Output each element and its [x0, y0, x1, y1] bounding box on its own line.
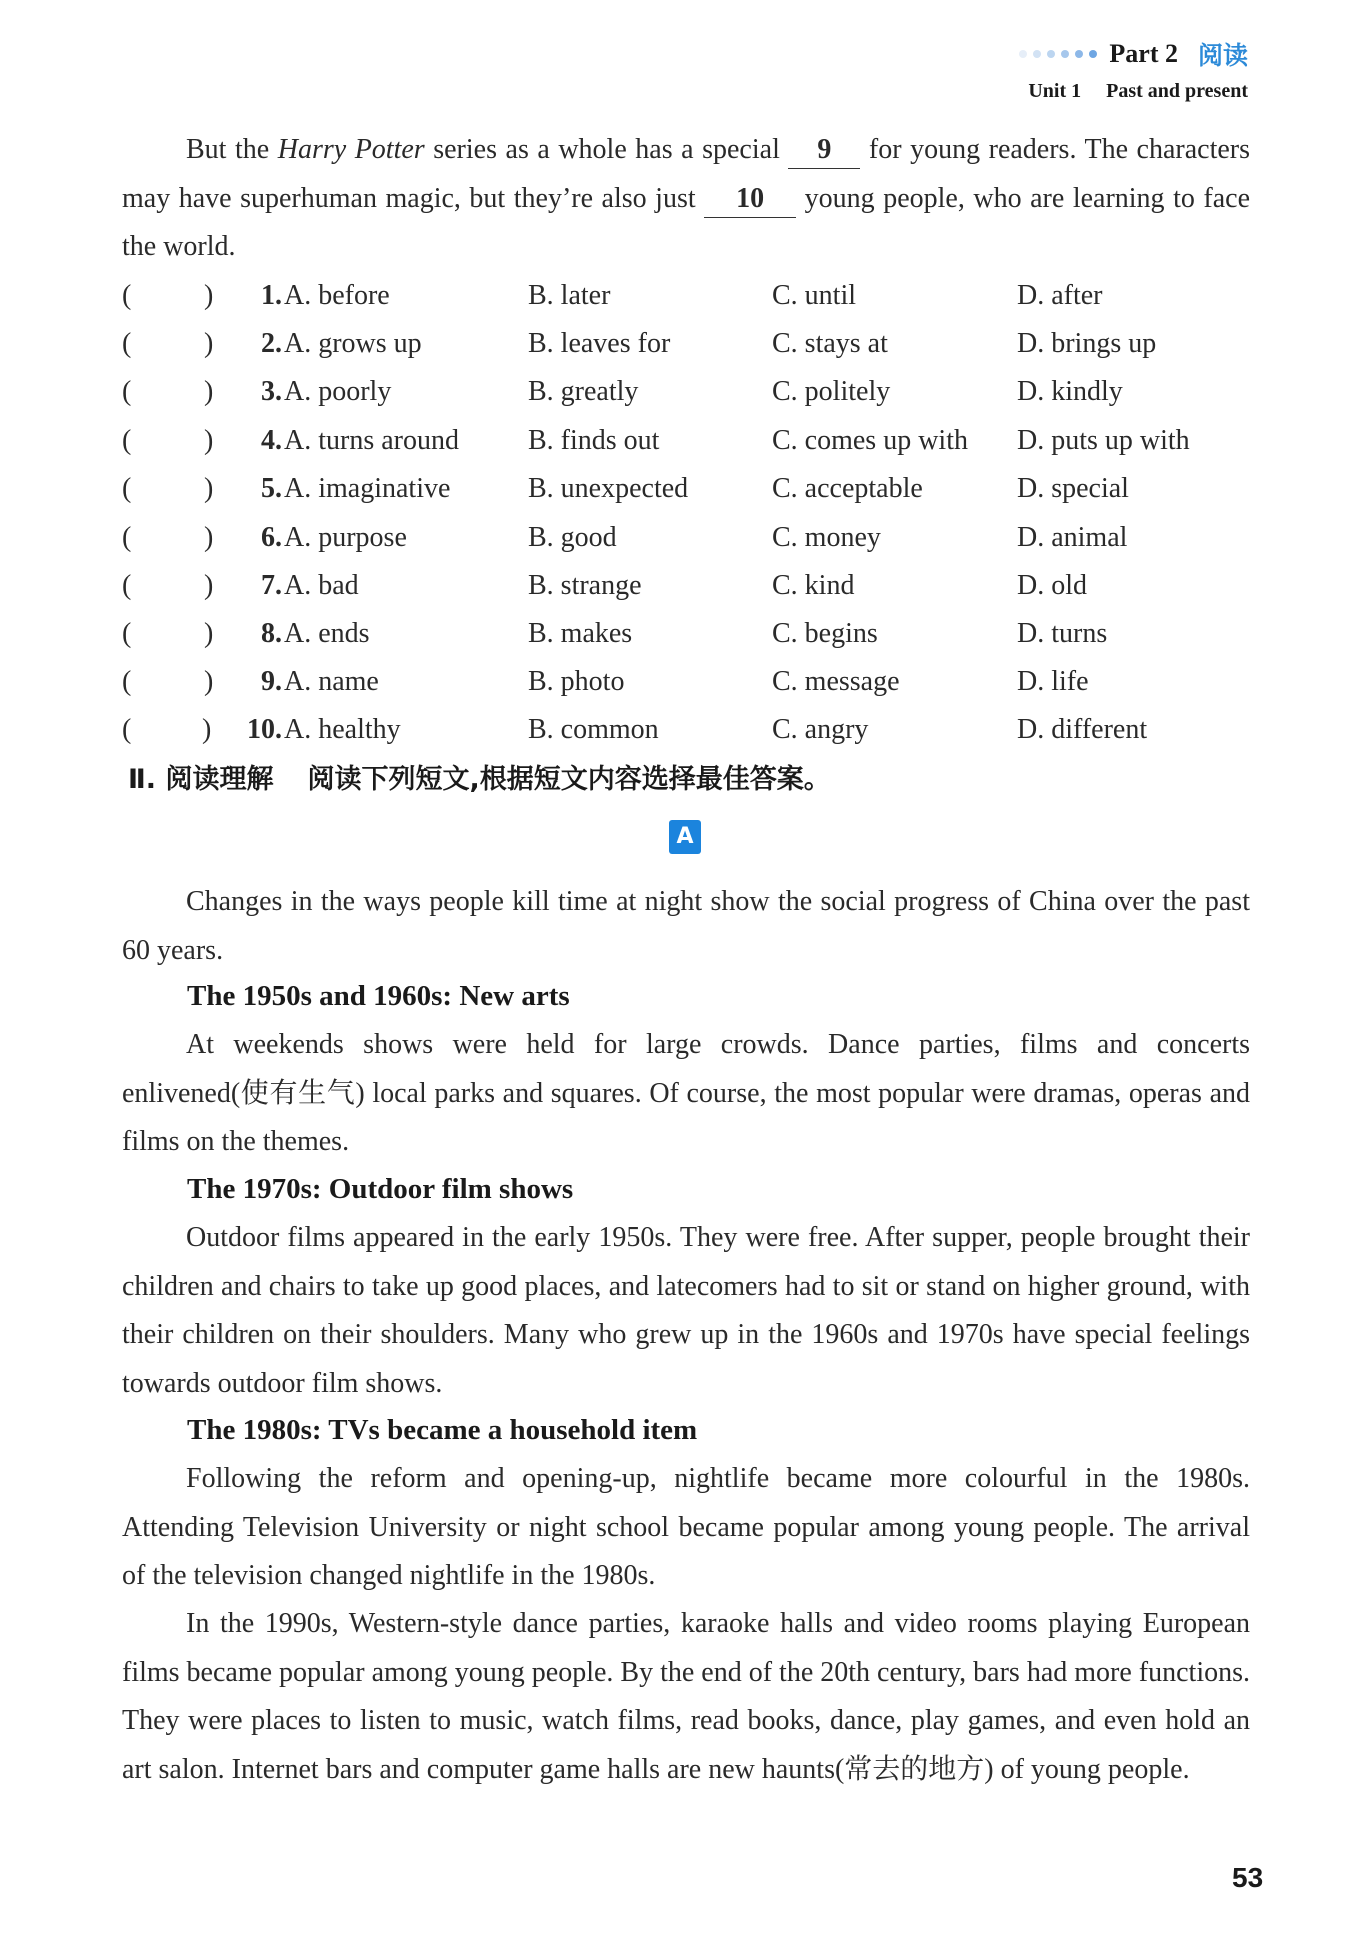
passage-badge: A	[669, 820, 701, 854]
answer-paren-close: )	[202, 714, 212, 745]
answer-paren-close: )	[204, 280, 214, 311]
question-number: 8.	[261, 618, 282, 649]
paragraph-text: for young readers. The characters may have superhuman magic, but they’re also just	[122, 134, 1250, 214]
answer-paren-close: )	[204, 666, 214, 697]
option-c: C. kind	[772, 570, 855, 601]
passage-paragraph: In the 1990s, Western-style dance parties, karaoke halls and video rooms playing European films became popular among young people. By the end of the 20th century, bars had more functions. They were places to listen to music, watch films, read books, dance, play games, and even hold an art salon. Internet bars and computer game halls are new haunts(常去的地方) of young people.	[122, 1608, 1250, 1785]
answer-paren-close: )	[204, 376, 214, 407]
blank-9: 9	[788, 132, 860, 169]
answer-paren-close: )	[204, 425, 214, 456]
option-d: D. different	[1017, 714, 1148, 745]
option-d: D. kindly	[1017, 376, 1123, 407]
question-row	[122, 658, 1262, 706]
question-number: 7.	[261, 570, 282, 601]
option-c: C. begins	[772, 618, 878, 649]
option-b: B. finds out	[528, 425, 660, 456]
option-d: D. animal	[1017, 522, 1128, 553]
option-d: D. special	[1017, 473, 1129, 504]
option-d: D. brings up	[1017, 328, 1157, 359]
answer-paren-open: (	[122, 280, 132, 311]
option-b: B. strange	[528, 570, 642, 601]
answer-paren-open: (	[122, 714, 132, 745]
option-c: C. message	[772, 666, 900, 697]
paragraph-text: young people, who are learning to face the world.	[122, 182, 1250, 262]
section-number: Ⅱ. 阅读理解	[128, 764, 274, 795]
option-b: B. good	[528, 522, 617, 553]
dot	[1075, 50, 1083, 58]
question-row	[122, 272, 1262, 320]
option-c: C. money	[772, 522, 881, 553]
question-row	[122, 514, 1262, 562]
blank-10: 10	[704, 181, 796, 218]
option-a: A. bad	[284, 570, 359, 601]
answer-paren-open: (	[122, 570, 132, 601]
answer-paren-open: (	[122, 376, 132, 407]
option-d: D. turns	[1017, 618, 1108, 649]
option-b: B. greatly	[528, 376, 639, 407]
option-c: C. angry	[772, 714, 869, 745]
question-number: 1.	[261, 280, 282, 311]
option-b: B. unexpected	[528, 473, 689, 504]
passage-subheading: The 1950s and 1960s: New arts	[187, 980, 570, 1012]
option-b: B. photo	[528, 666, 625, 697]
answer-paren-open: (	[122, 666, 132, 697]
answer-paren-close: )	[204, 618, 214, 649]
part-name: 阅读	[1197, 41, 1248, 70]
option-b: B. leaves for	[528, 328, 671, 359]
option-c: C. comes up with	[772, 425, 968, 456]
part-label: Part 2	[1109, 39, 1178, 68]
paragraph-text: series as a whole has a special	[424, 134, 789, 165]
option-a: A. grows up	[284, 328, 422, 359]
book-title: Harry Potter	[277, 134, 425, 165]
passage-subheading: The 1980s: TVs became a household item	[187, 1414, 698, 1446]
answer-paren-close: )	[204, 570, 214, 601]
question-row	[122, 465, 1262, 513]
dot	[1089, 50, 1097, 58]
option-c: C. stays at	[772, 328, 888, 359]
page-number: 53	[1232, 1862, 1264, 1893]
answer-paren-open: (	[122, 425, 132, 456]
section-title	[128, 756, 831, 804]
question-number: 9.	[261, 666, 282, 697]
passage-intro: Changes in the ways people kill time at night show the social progress of China over the past 60 years.	[122, 886, 1250, 966]
option-a: A. poorly	[284, 376, 392, 407]
option-a: A. healthy	[284, 714, 401, 745]
question-number: 10.	[247, 714, 282, 745]
answer-paren-close: )	[204, 473, 214, 504]
question-number: 4.	[261, 425, 282, 456]
question-row	[122, 562, 1262, 610]
answer-paren-open: (	[122, 618, 132, 649]
question-number: 5.	[261, 473, 282, 504]
page-header	[1019, 36, 1248, 72]
option-b: B. common	[528, 714, 659, 745]
option-a: A. turns around	[284, 425, 459, 456]
unit-label: Unit 1	[1028, 80, 1082, 102]
passage-subheading: The 1970s: Outdoor film shows	[187, 1173, 574, 1205]
question-number: 3.	[261, 376, 282, 407]
option-d: D. puts up with	[1017, 425, 1190, 456]
option-d: D. after	[1017, 280, 1103, 311]
section-instruction: 阅读下列短文,根据短文内容选择最佳答案。	[307, 764, 831, 795]
question-row	[122, 706, 1262, 754]
passage-paragraph: Outdoor films appeared in the early 1950s. They were free. After supper, people brought their children and chairs to take up good places, and latecomers had to sit or stand on higher ground, with their children on their shoulders. Many who grew up in the 1960s and 1970s have special feelings towards outdoor film shows.	[122, 1222, 1250, 1399]
answer-paren-open: (	[122, 328, 132, 359]
option-b: B. later	[528, 280, 611, 311]
dot	[1019, 50, 1027, 58]
answer-paren-close: )	[204, 522, 214, 553]
option-d: D. old	[1017, 570, 1087, 601]
question-number: 2.	[261, 328, 282, 359]
option-a: A. ends	[284, 618, 370, 649]
option-c: C. acceptable	[772, 473, 923, 504]
option-c: C. politely	[772, 376, 891, 407]
cloze-paragraph-end	[122, 126, 1250, 272]
question-row	[122, 368, 1262, 416]
dot	[1047, 50, 1055, 58]
answer-paren-open: (	[122, 522, 132, 553]
paragraph-text: But the	[186, 134, 278, 165]
question-row	[122, 610, 1262, 658]
answer-paren-close: )	[204, 328, 214, 359]
option-a: A. name	[284, 666, 379, 697]
answer-paren-open: (	[122, 473, 132, 504]
option-a: A. purpose	[284, 522, 407, 553]
unit-title: Past and present	[1106, 80, 1248, 102]
option-a: A. imaginative	[284, 473, 451, 504]
option-d: D. life	[1017, 666, 1089, 697]
decorative-dots	[1019, 50, 1097, 58]
passage-paragraph: At weekends shows were held for large crowds. Dance parties, films and concerts enlivened(使有生气) local parks and squares. Of course, the most popular were dramas, operas and films on the themes.	[122, 1029, 1250, 1157]
dot	[1033, 50, 1041, 58]
question-row	[122, 320, 1262, 368]
question-row	[122, 417, 1262, 465]
option-a: A. before	[284, 280, 390, 311]
question-number: 6.	[261, 522, 282, 553]
unit-header	[1028, 80, 1248, 103]
option-b: B. makes	[528, 618, 633, 649]
passage-paragraph: Following the reform and opening-up, nightlife became more colourful in the 1980s. Attending Television University or night school became popular among young people. The arrival of the television changed nightlife in the 1980s.	[122, 1463, 1250, 1591]
option-c: C. until	[772, 280, 857, 311]
dot	[1061, 50, 1069, 58]
